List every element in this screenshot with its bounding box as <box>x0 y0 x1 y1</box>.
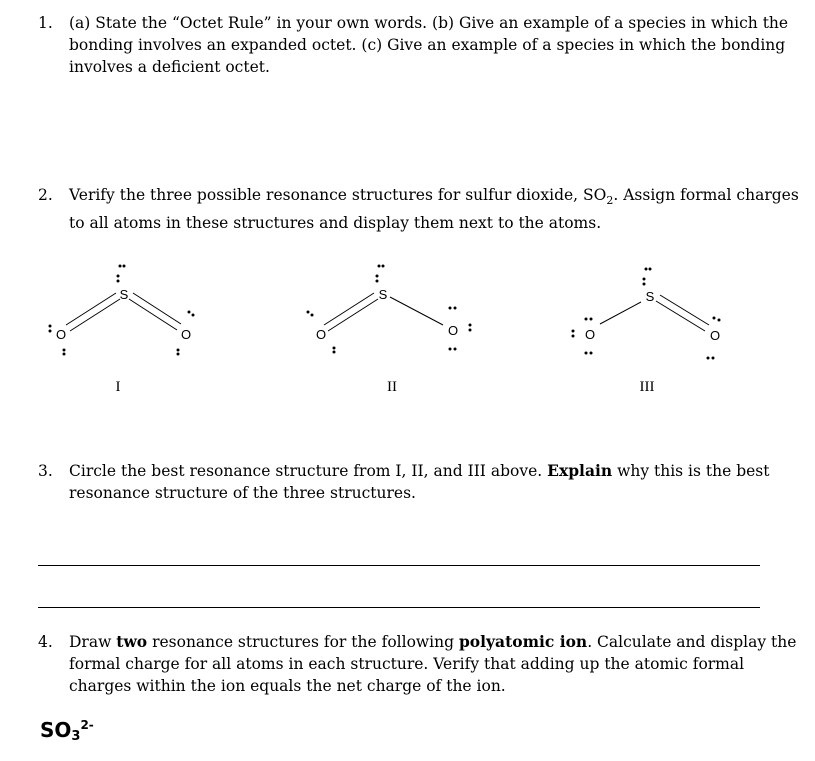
question-4-text <box>69 631 803 697</box>
question-3-text-part1: Circle the best resonance structure from I, II, and III above. <box>69 462 543 480</box>
question-3-number: 3. <box>38 462 53 480</box>
structure-label-3: III <box>639 379 655 395</box>
answer-line-1 <box>38 565 760 566</box>
s2-bond-left-a <box>324 293 374 325</box>
formula-subscript: 3 <box>71 729 81 744</box>
question-2-text-part2: . Assign formal charges to all atoms in these structures and display them next to the atoms. <box>69 186 799 233</box>
question-4-number: 4. <box>38 633 53 651</box>
question-2-text-part1: Verify the three possible resonance structures for sulfur dioxide, SO <box>69 186 607 204</box>
s3-bond-right-a <box>656 301 705 331</box>
question-4 <box>38 631 803 697</box>
s1-atom-o-right: O <box>180 327 192 342</box>
structure-label-1: I <box>115 379 121 395</box>
s1-bond-right-b <box>133 293 181 324</box>
structure-label-2: II <box>387 379 397 395</box>
question-3-text-part2: why this is the best resonance structure of the three structures. <box>69 462 770 502</box>
s1-atom-s: S <box>119 287 129 302</box>
s2-bond-right <box>390 297 443 325</box>
s3-atom-o-right: O <box>709 328 721 343</box>
question-4-bold-2: polyatomic ion <box>458 632 588 651</box>
question-1-number: 1. <box>38 14 53 32</box>
structure-3 <box>572 268 721 360</box>
question-4-text-part3: . Calculate and display the formal charge for all atoms in each structure. Verify that adding up the atomic formal charges within the ion equals the net charge of the ion. <box>69 633 797 695</box>
question-2-number: 2. <box>38 186 53 204</box>
sulfite-formula <box>40 718 94 744</box>
s1-bond-left-a <box>66 293 116 325</box>
question-1-text: (a) State the “Octet Rule” in your own words. (b) Give an example of a species in which the bonding involves an expanded octet. (c) Give an example of a species in which the bonding involves a deficient octet. <box>69 14 789 76</box>
question-2-subscript: 2 <box>606 194 614 208</box>
question-3-bold: Explain <box>547 461 613 480</box>
question-4-bold-1: two <box>116 632 148 651</box>
question-4-text-part2: resonance structures for the following <box>152 633 455 651</box>
s3-bond-left <box>600 302 641 324</box>
s1-atom-o-left: O <box>55 327 67 342</box>
s3-atom-o-left: O <box>584 327 596 342</box>
question-4-text-part1: Draw <box>69 633 112 651</box>
s2-atom-o-left: O <box>315 327 327 342</box>
question-3 <box>38 460 803 504</box>
structure-1 <box>49 265 195 356</box>
s3-bond-right-b <box>660 295 709 325</box>
s2-bond-left-b <box>328 299 378 331</box>
answer-line-2 <box>38 607 760 608</box>
s1-bond-left-b <box>70 299 120 331</box>
formula-superscript: 2- <box>80 718 94 732</box>
structure-2 <box>307 265 472 354</box>
s1-bond-right-a <box>129 299 177 330</box>
s2-atom-s: S <box>378 287 388 302</box>
s3-atom-s: S <box>645 289 655 304</box>
formula-base: SO <box>40 718 72 742</box>
s2-atom-o-right: O <box>447 323 459 338</box>
question-3-text <box>69 460 803 504</box>
